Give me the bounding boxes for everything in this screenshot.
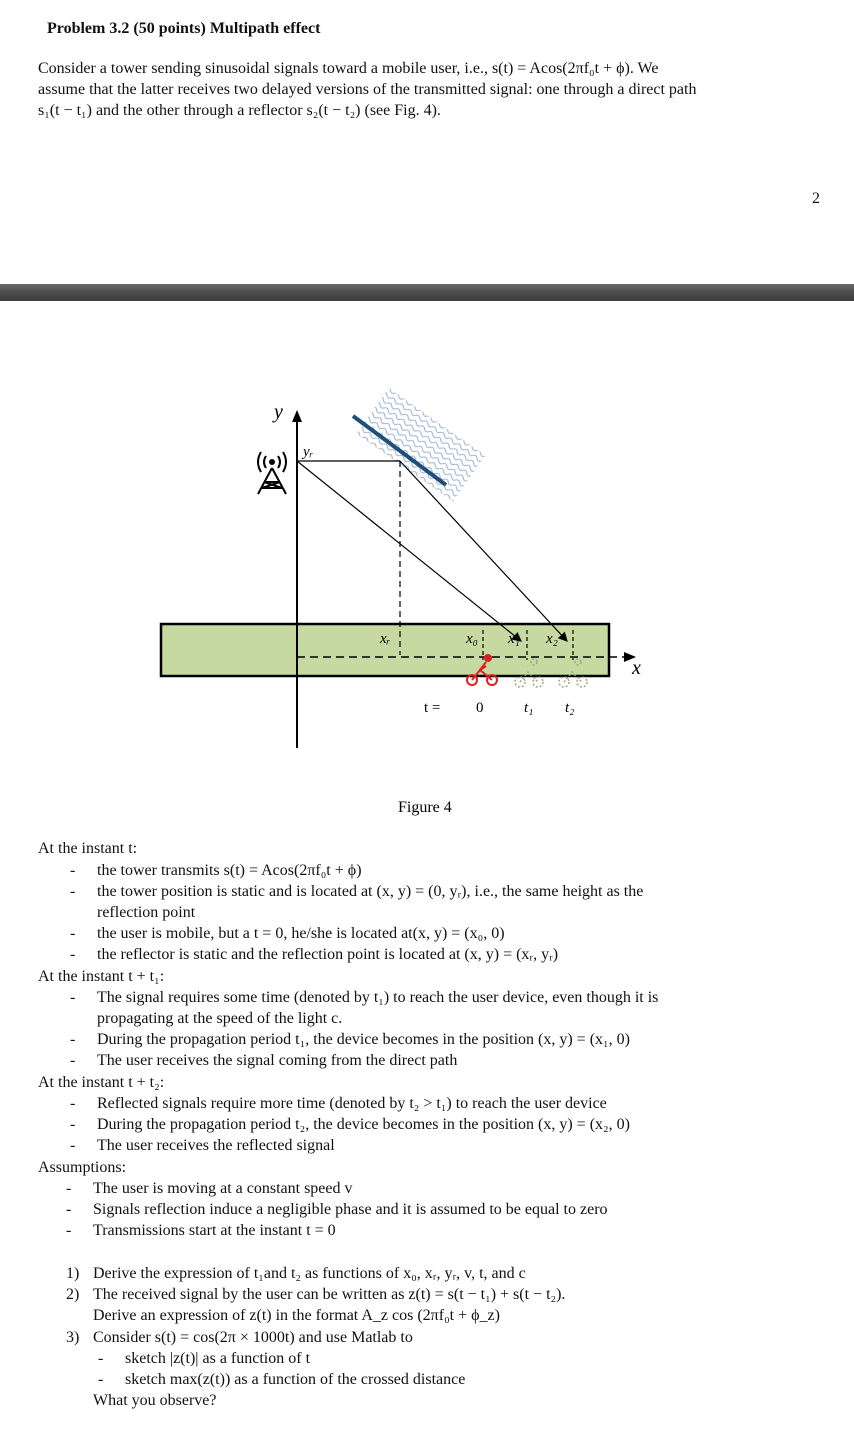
figure-caption: Figure 4 [398, 799, 452, 816]
intro-line-3: s₁(t − t₁) and the other through a reflector s₂(t − t₂) (see Fig. 4). [38, 102, 441, 119]
bullet-dash: - [70, 989, 76, 1006]
y-axis-arrow [292, 410, 302, 422]
bullet-dash: - [70, 1052, 76, 1069]
closing-question: What you observe? [93, 1392, 217, 1409]
section-heading-t2: At the instant t + t₂: [38, 1074, 165, 1091]
page-number: 2 [812, 190, 820, 207]
reflected-path [400, 461, 567, 641]
bullet-dash: - [66, 1180, 72, 1197]
bullet-dash: - [66, 1222, 72, 1239]
bullet-t2-1: Reflected signals require more time (denoted by t₂ > t₁) to reach the user device [97, 1095, 607, 1112]
x-axis-label: x [632, 657, 641, 679]
time-label: t = [424, 700, 441, 716]
question-1-number: 1) [66, 1265, 80, 1282]
label-x1: x₁ [508, 631, 520, 647]
section-heading-t1: At the instant t + t₁: [38, 968, 165, 985]
bullet-dash: - [70, 925, 76, 942]
time-t2: t₂ [565, 700, 575, 716]
bullet-dash: - [70, 946, 76, 963]
bullet-t-2a: the tower position is static and is located at (x, y) = (0, yᵣ), i.e., the same height as the [97, 883, 644, 900]
bullet-t1-1b: propagating at the speed of the light c. [97, 1010, 343, 1027]
assumption-3: Transmissions start at the instant t = 0 [93, 1222, 336, 1239]
bullet-t-1: the tower transmits s(t) = Acos(2πf₀t + ϕ) [97, 862, 362, 879]
question-1-text: Derive the expression of t₁and t₂ as functions of x₀, xᵣ, yᵣ, v, t, and c [93, 1265, 526, 1282]
bullet-t1-1a: The signal requires some time (denoted by t₁) to reach the user device, even though it is [97, 989, 659, 1006]
assumption-1: The user is moving at a constant speed v [93, 1180, 353, 1197]
problem-title: Problem 3.2 (50 points) Multipath effect [47, 20, 321, 37]
label-x0: x₀ [466, 631, 478, 647]
label-x2: x₂ [546, 631, 558, 647]
direct-path [297, 461, 521, 641]
bullet-dash: - [70, 1095, 76, 1112]
bullet-t1-3: The user receives the signal coming from the direct path [97, 1052, 458, 1069]
bullet-dash: - [98, 1371, 104, 1388]
intro-line-1: Consider a tower sending sinusoidal signals toward a mobile user, i.e., s(t) = Acos(2πf₀t + ϕ). We [38, 60, 659, 77]
time-0: 0 [476, 700, 484, 716]
bullet-dash: - [70, 862, 76, 879]
bullet-dash: - [70, 1031, 76, 1048]
time-t1: t₁ [524, 700, 534, 716]
bullet-dash: - [98, 1350, 104, 1367]
label-xr: xᵣ [380, 631, 391, 647]
figure-4 [0, 380, 854, 830]
tower-icon [258, 452, 286, 494]
bullet-t2-3: The user receives the reflected signal [97, 1137, 335, 1154]
question-2-number: 2) [66, 1286, 80, 1303]
bullet-dash: - [70, 1137, 76, 1154]
question-2-text-a: The received signal by the user can be written as z(t) = s(t − t₁) + s(t − t₂). [93, 1286, 566, 1303]
label-yr: yᵣ [303, 444, 314, 460]
page-separator-bar [0, 284, 854, 301]
bullet-t-2b: reflection point [97, 904, 196, 921]
bullet-t-3: the user is mobile, but a t = 0, he/she is located at(x, y) = (x₀, 0) [97, 925, 505, 942]
assumptions-heading: Assumptions: [38, 1159, 127, 1176]
assumption-2: Signals reflection induce a negligible phase and it is assumed to be equal to zero [93, 1201, 608, 1218]
question-3-sub-1: sketch |z(t)| as a function of t [125, 1350, 311, 1367]
bullet-t1-2: During the propagation period t₁, the device becomes in the position (x, y) = (x₁, 0) [97, 1031, 630, 1048]
question-3-text: Consider s(t) = cos(2π × 1000t) and use Matlab to [93, 1329, 413, 1346]
question-3-sub-2: sketch max(z(t)) as a function of the crossed distance [125, 1371, 466, 1388]
bullet-t-4: the reflector is static and the reflection point is located at (x, y) = (xᵣ, yᵣ) [97, 946, 559, 963]
question-3-number: 3) [66, 1329, 80, 1346]
intro-line-2: assume that the latter receives two delayed versions of the transmitted signal: one through a direct path [38, 81, 697, 98]
bullet-dash: - [70, 883, 76, 900]
section-heading-t: At the instant t: [38, 840, 138, 857]
y-axis-label: y [274, 401, 283, 423]
question-2-text-b: Derive an expression of z(t) in the format A_z cos (2πf₀t + ϕ_z) [93, 1307, 500, 1324]
bullet-dash: - [70, 1116, 76, 1133]
bullet-dash: - [66, 1201, 72, 1218]
bullet-t2-2: During the propagation period t₂, the device becomes in the position (x, y) = (x₂, 0) [97, 1116, 630, 1133]
